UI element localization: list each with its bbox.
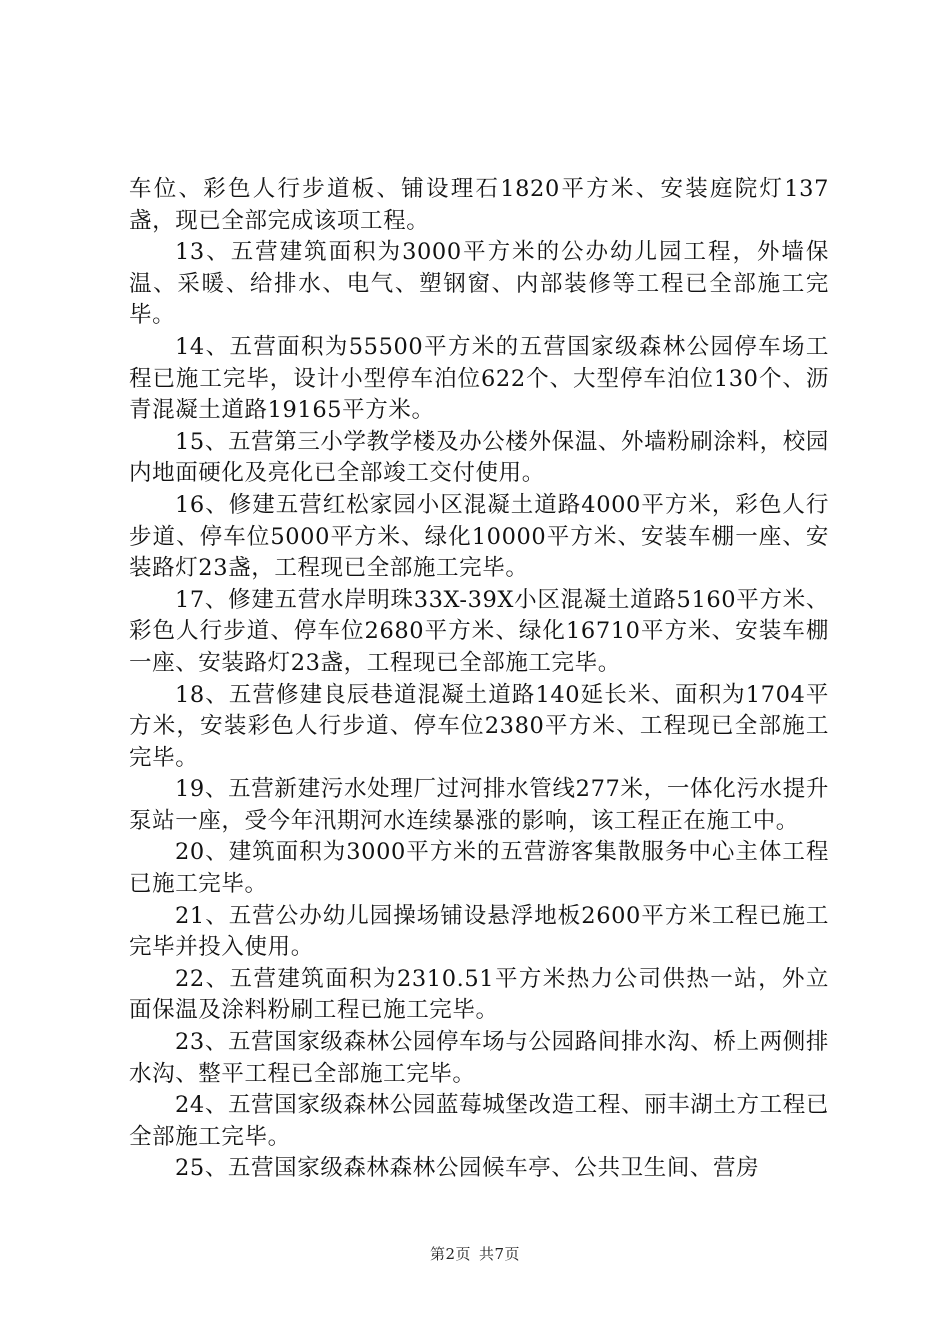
paragraph-item-14: 14、五营面积为55500平方米的五营国家级森林公园停车场工程已施工完毕，设计小型停车泊位622个、大型停车泊位130个、沥青混凝土道路19165平方米。: [129, 333, 829, 424]
paragraph-item-24: 24、五营国家级森林公园蓝莓城堡改造工程、丽丰湖土方工程已全部施工完毕。: [129, 1092, 829, 1150]
paragraph-item-18: 18、五营修建良辰巷道混凝土道路140延长米、面积为1704平方米，安装彩色人行步道、停车位2380平方米、工程现已全部施工完毕。: [129, 681, 829, 771]
page-number: 第2页: [429, 1245, 471, 1263]
paragraph-item-21: 21、五营公办幼儿园操场铺设悬浮地板2600平方米工程已施工完毕并投入使用。: [129, 902, 829, 961]
paragraph-continued: 车位、彩色人行步道板、铺设理石1820平方米、安装庭院灯137盏，现已全部完成该项工程。: [129, 176, 829, 234]
page-footer: [0, 1243, 950, 1264]
document-body: [129, 174, 829, 1185]
paragraph-item-16: 16、修建五营红松家园小区混凝土道路4000平方米，彩色人行步道、停车位5000平方米、绿化10000平方米、安装车棚一座、安装路灯23盏，工程现已全部施工完毕。: [129, 491, 829, 582]
paragraph-item-22: 22、五营建筑面积为2310.51平方米热力公司供热一站，外立面保温及涂料粉刷工程已施工完毕。: [129, 965, 829, 1024]
page-total: 共7页: [479, 1245, 521, 1263]
paragraph-item-25: 25、五营国家级森林森林公园候车亭、公共卫生间、营房: [175, 1155, 760, 1182]
paragraph-item-23: 23、五营国家级森林公园停车场与公园路间排水沟、桥上两侧排水沟、整平工程已全部施工完毕。: [129, 1029, 829, 1087]
paragraph-item-15: 15、五营第三小学教学楼及办公楼外保温、外墙粉刷涂料，校园内地面硬化及亮化已全部竣工交付使用。: [129, 428, 829, 487]
paragraph-item-20: 20、建筑面积为3000平方米的五营游客集散服务中心主体工程已施工完毕。: [129, 839, 829, 898]
paragraph-item-17: 17、修建五营水岸明珠33X-39X小区混凝土道路5160平方米、彩色人行步道、停车位2680平方米、绿化16710平方米、安装车棚一座、安装路灯23盏，工程现已全部施工完毕。: [129, 586, 829, 676]
paragraph-item-13: 13、五营建筑面积为3000平方米的公办幼儿园工程，外墙保温、采暖、给排水、电气、塑钢窗、内部装修等工程已全部施工完毕。: [129, 239, 829, 329]
paragraph-item-19: 19、五营新建污水处理厂过河排水管线277米，一体化污水提升泵站一座，受今年汛期河水连续暴涨的影响，该工程正在施工中。: [129, 776, 829, 834]
